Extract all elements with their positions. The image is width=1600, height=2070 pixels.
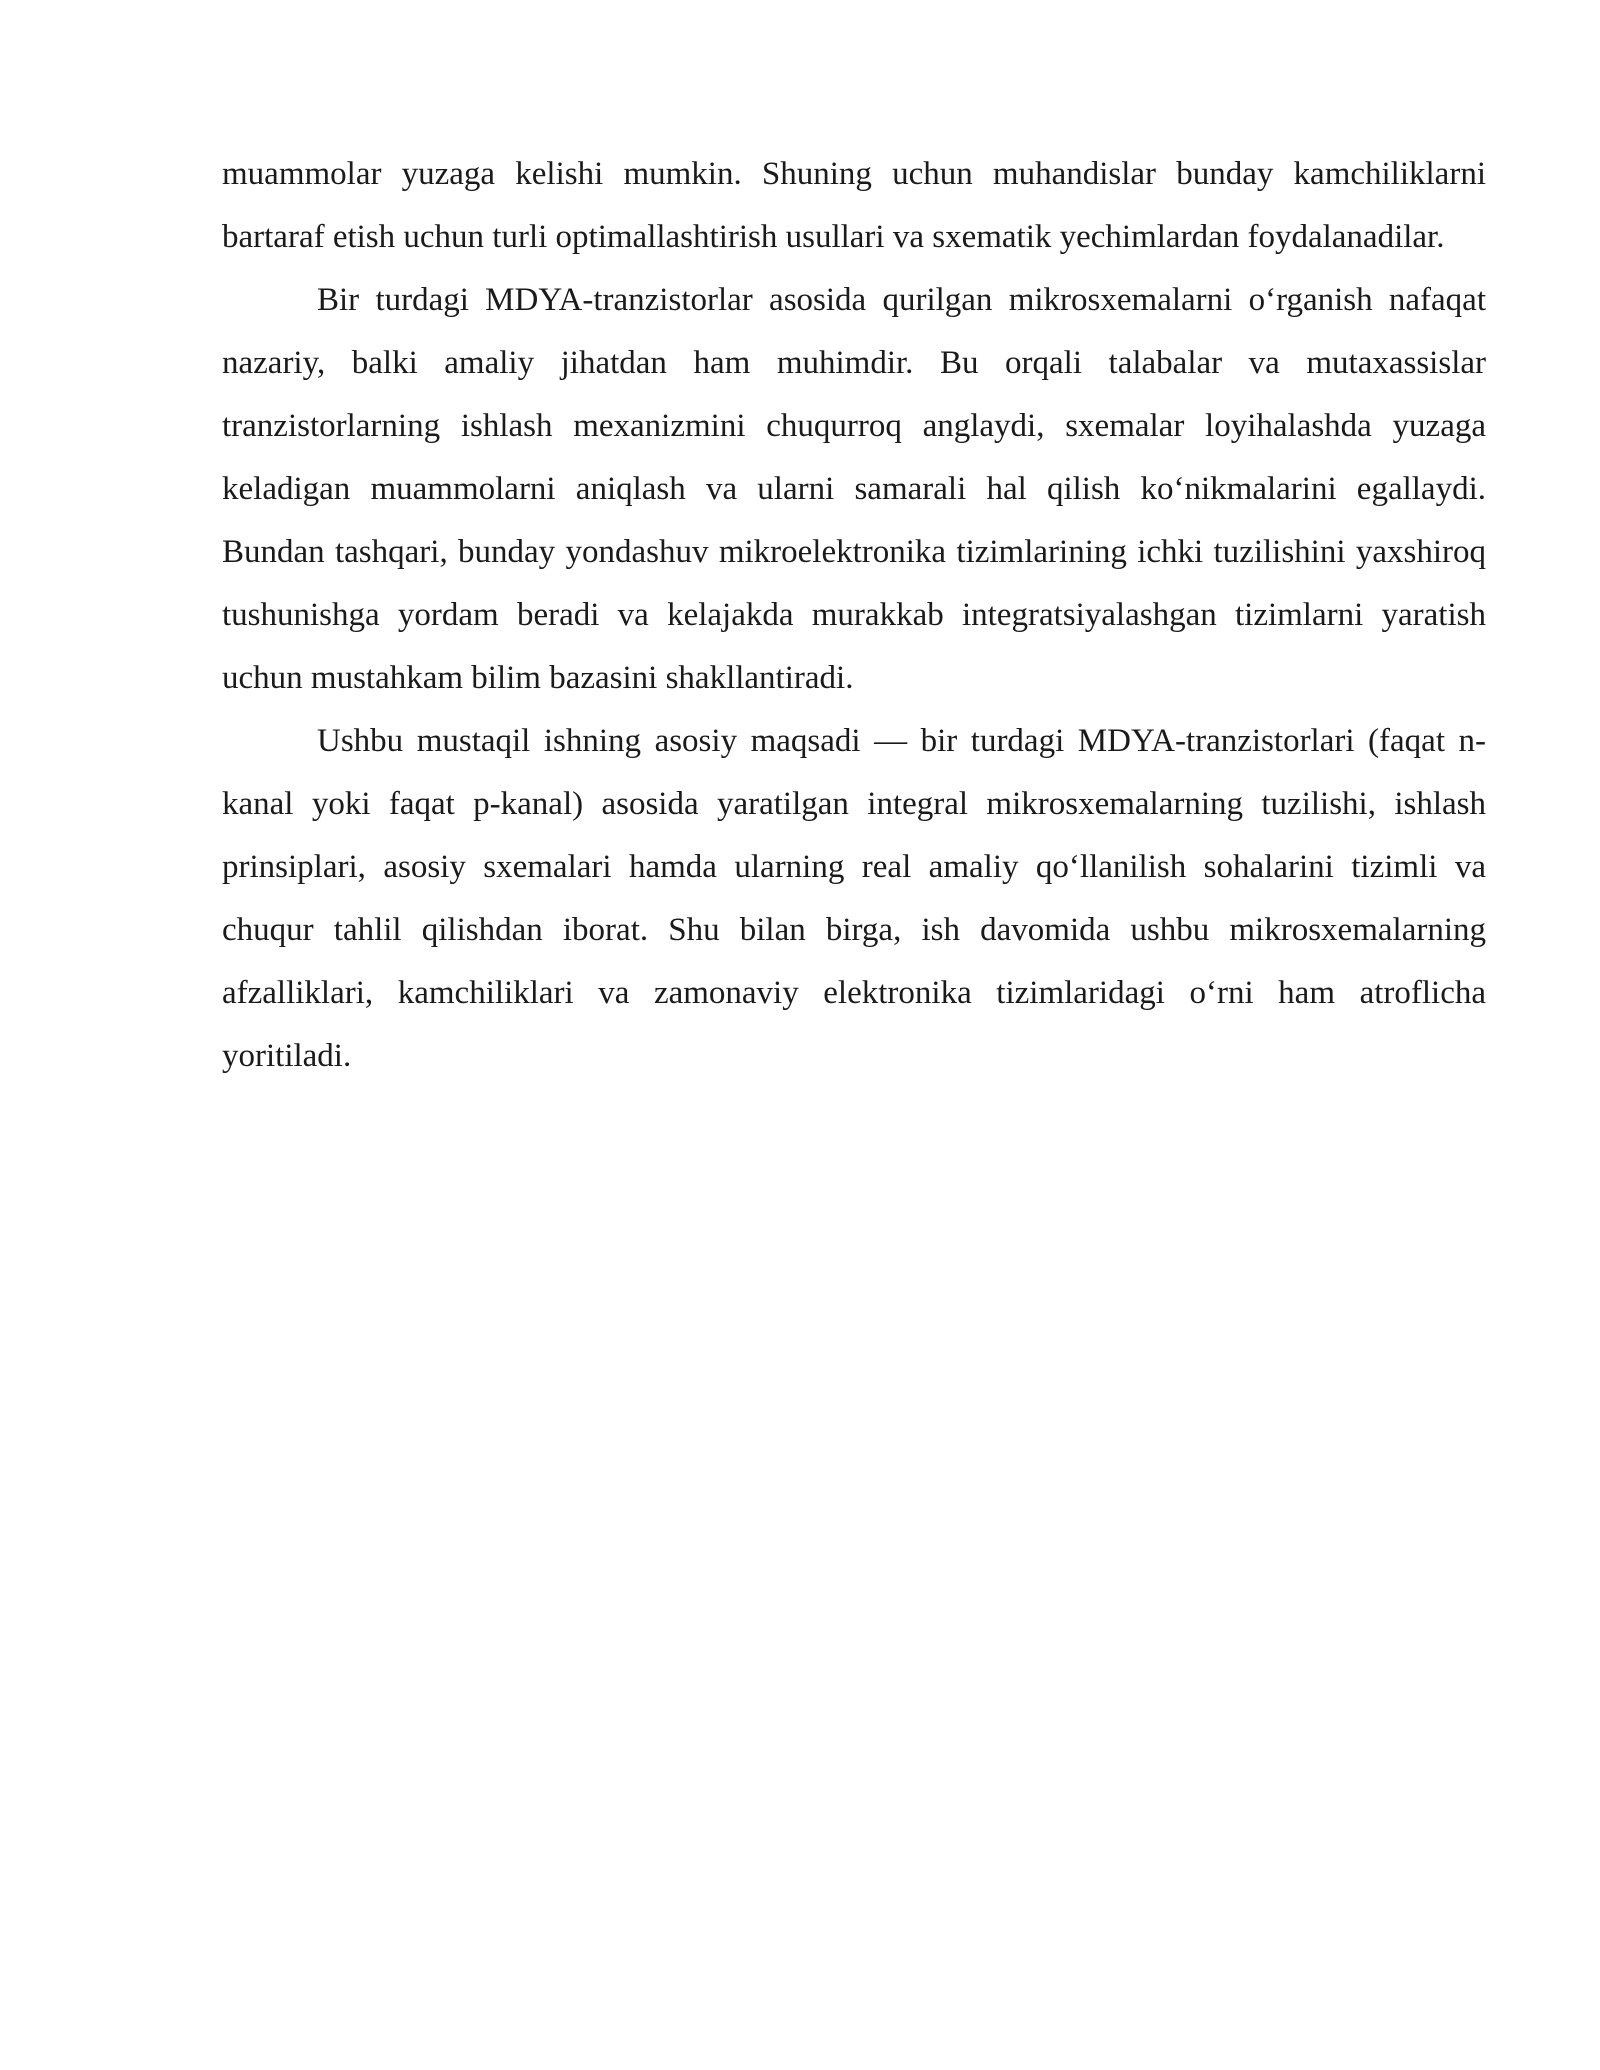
- body-text: [222, 143, 1486, 1088]
- paragraph-continuation: muammolar yuzaga kelishi mumkin. Shuning uchun muhandislar bunday kamchiliklarni bartaraf etish uchun turli optimallashtirish usullari va sxematik yechimlardan foydalanadilar.: [222, 156, 1486, 255]
- paragraph-importance: Bir turdagi MDYA-tranzistorlar asosida qurilgan mikrosxemalarni o‘rganish nafaqat nazariy, balki amaliy jihatdan ham muhimdir. Bu orqali talabalar va mutaxassislar tranzistorlarning ishlash mexanizmini chuqurroq anglaydi, sxemalar loyihalashda yuzaga keladigan muammolarni aniqlash va ularni samarali hal qilish ko‘nikmalarini egallaydi. Bundan tashqari, bunday yondashuv mikroelektronika tizimlarining ichki tuzilishini yaxshiroq tushunishga yordam beradi va kelajakda murakkab integratsiyalashgan tizimlarni yaratish uchun mustahkam bilim bazasini shakllantiradi.: [222, 282, 1486, 696]
- paragraph-objective: Ushbu mustaqil ishning asosiy maqsadi — bir turdagi MDYA-tranzistorlari (faqat n-kanal yoki faqat p-kanal) asosida yaratilgan integral mikrosxemalarning tuzilishi, ishlash prinsiplari, asosiy sxemalari hamda ularning real amaliy qo‘llanilish sohalarini tizimli va chuqur tahlil qilishdan iborat. Shu bilan birga, ish davomida ushbu mikrosxemalarning afzalliklari, kamchiliklari va zamonaviy elektronika tizimlaridagi o‘rni ham atroflicha yoritiladi.: [222, 723, 1486, 1074]
